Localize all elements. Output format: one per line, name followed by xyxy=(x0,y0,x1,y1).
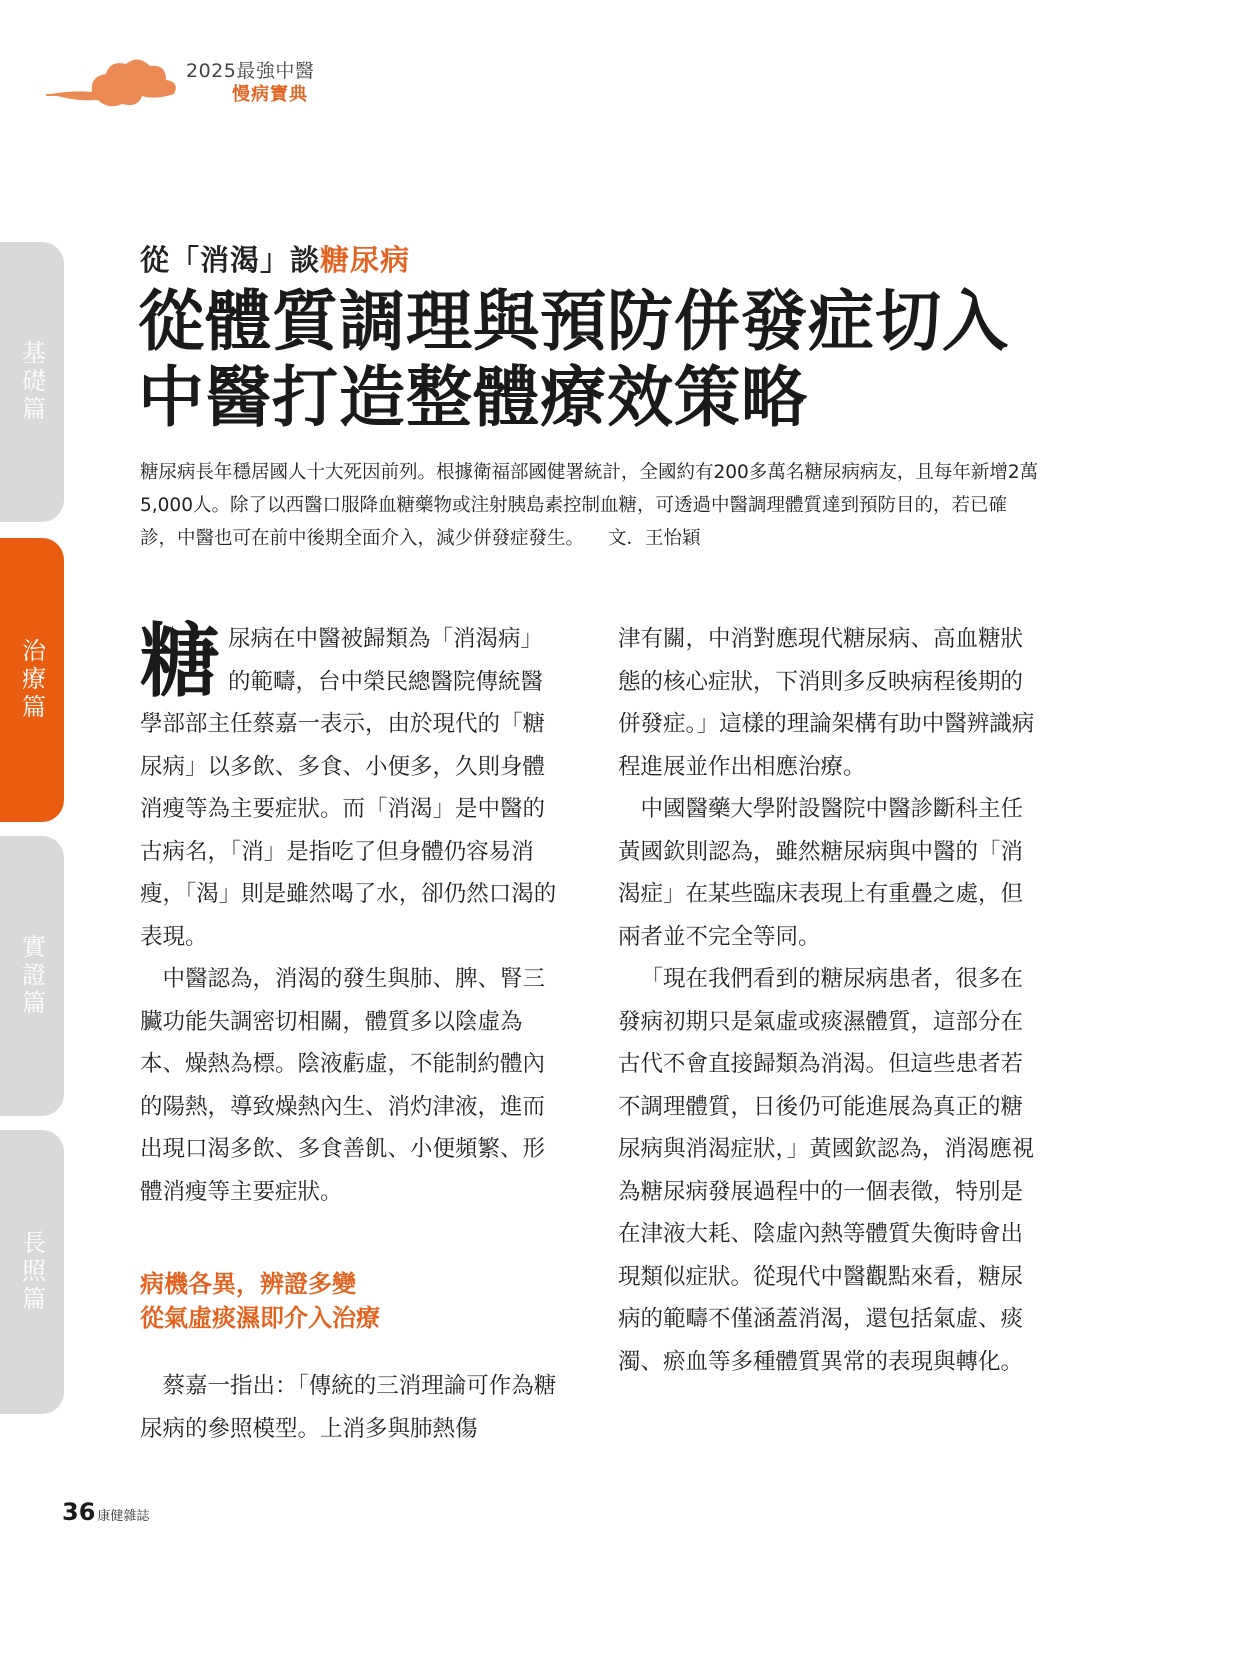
brand-series-title: 慢病寶典 xyxy=(232,84,308,105)
magazine-name: 康健雜誌 xyxy=(97,1509,150,1524)
section-subheading xyxy=(140,1267,560,1335)
paragraph: 「現在我們看到的糖尿病患者，很多在發病初期只是氣虛或痰濕體質，這部分在古代不會直接歸類為消渴。但這些患者若不調理體質，日後仍可能進展為真正的糖尿病與消渴症狀，」黃國欽認為，消渴應視為糖尿病發展過程中的一個表徵，特別是在津液大耗、陰虛內熱等體質失衡時會出現類似症狀。從現代中醫觀點來看，糖尿病的範疇不僅涵蓋消渴，還包括氣虛、痰濁、瘀血等多種體質異常的表現與轉化。 xyxy=(618,966,1035,1375)
side-tab-label: 長照篇 xyxy=(17,1230,46,1314)
article-lead xyxy=(140,456,1040,555)
side-tab-label: 治療篇 xyxy=(17,638,46,722)
side-tab-label: 基礎篇 xyxy=(17,340,46,424)
subheading-line-1: 病機各異，辨證多變 xyxy=(140,1270,356,1298)
side-tab-long-term-care[interactable] xyxy=(0,1130,64,1414)
side-tab-basics[interactable] xyxy=(0,242,64,522)
kicker-text: 從「消渴」談 xyxy=(140,243,321,277)
paragraph-continued: 津有關，中消對應現代糖尿病、高血糖狀態的核心症狀，下消則多反映病程後期的併發症。」這樣的理論架構有助中醫辨識病程進展並作出相應治療。 xyxy=(618,626,1035,780)
article-kicker xyxy=(140,238,410,279)
page-number: 36 xyxy=(62,1498,96,1526)
paragraph xyxy=(140,614,560,958)
brand-year-title: 2025最強中醫 xyxy=(186,60,315,82)
magazine-brand xyxy=(46,50,315,120)
headline-line-2: 中醫打造整體療效策略 xyxy=(138,359,808,436)
kicker-highlight: 糖尿病 xyxy=(320,243,411,277)
cloud-logo-icon xyxy=(46,50,186,114)
body-column-right xyxy=(618,618,1038,1383)
side-tab-evidence[interactable] xyxy=(0,836,64,1116)
paragraph-text: 尿病在中醫被歸類為「消渴病」的範疇，台中榮民總醫院傳統醫學部部主任蔡嘉一表示，由於現代的「糖尿病」以多飲、多食、小便多，久則身體消瘦等為主要症狀。而「消渴」是中醫的古病名，「消」是指吃了但身體仍容易消瘦，「渴」則是雖然喝了水，卻仍然口渴的表現。 xyxy=(140,626,557,950)
page-footer xyxy=(62,1498,149,1526)
paragraph: 中醫認為，消渴的發生與肺、脾、腎三臟功能失調密切相關，體質多以陰虛為本、燥熱為標。陰液虧虛，不能制約體內的陽熱，導致燥熱內生、消灼津液，進而出現口渴多飲、多食善飢、小便頻繁、形體消瘦等主要症狀。 xyxy=(140,966,546,1205)
headline-line-1: 從體質調理與預防併發症切入 xyxy=(138,283,1009,360)
lead-text: 糖尿病長年穩居國人十大死因前列。根據衛福部國健署統計，全國約有200多萬名糖尿病病友，且每年新增2萬5,000人。除了以西醫口服降血糖藥物或注射胰島素控制血糖，可透過中醫調理體質達到預防目的，若已確診，中醫也可在前中後期全面介入，減少併發症發生。 xyxy=(140,462,1039,549)
subheading-line-2: 從氣虛痰濕即介入治療 xyxy=(140,1304,380,1332)
paragraph: 中國醫藥大學附設醫院中醫診斷科主任黃國欽則認為，雖然糖尿病與中醫的「消渴症」在某些臨床表現上有重疊之處，但兩者並不完全等同。 xyxy=(618,796,1024,950)
body-column-left xyxy=(140,614,560,1450)
drop-cap: 糖 xyxy=(140,614,220,708)
article-headline xyxy=(138,284,1058,436)
paragraph: 蔡嘉一指出：「傳統的三消理論可作為糖尿病的參照模型。上消多與肺熱傷 xyxy=(140,1373,557,1442)
side-tab-treatment[interactable] xyxy=(0,538,64,822)
author-credit: 文．王怡穎 xyxy=(608,528,701,549)
side-tab-label: 實證篇 xyxy=(17,934,46,1018)
